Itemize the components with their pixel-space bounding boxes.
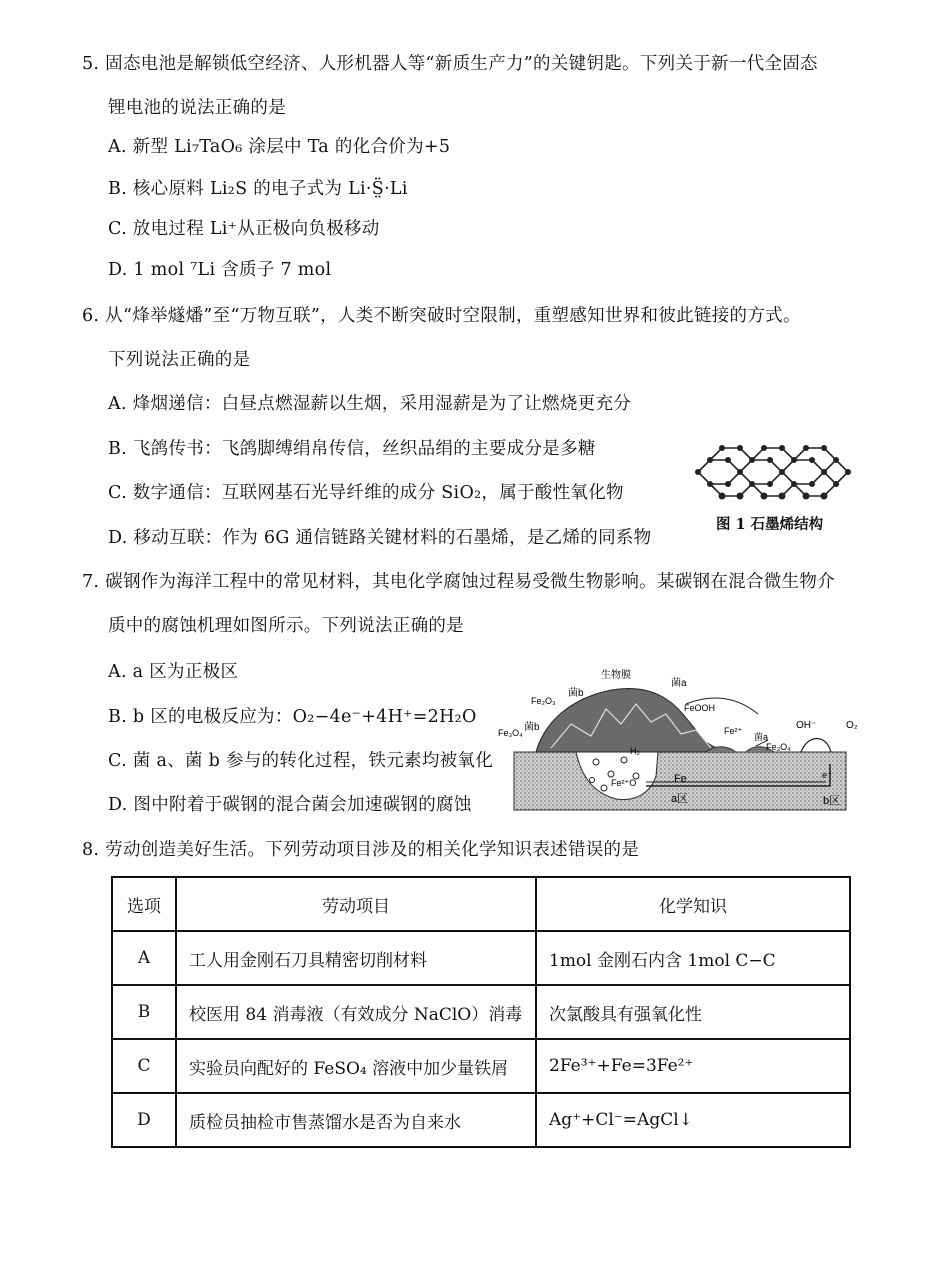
label-bacteria-b-left: 菌b (524, 722, 540, 733)
q6-option-c: C. 数字通信：互联网基石光导纤维的成分 SiO₂，属于酸性氧化物 (108, 483, 624, 503)
q5-option-a: A. 新型 Li₇TaO₆ 涂层中 Ta 的化合价为+5 (108, 137, 451, 157)
figure-1-caption: 图 1 石墨烯结构 (716, 516, 824, 533)
row-key: D (112, 1093, 176, 1147)
q6-option-b: B. 飞鸽传书：飞鸽脚缚绢帛传信，丝织品绢的主要成分是多糖 (108, 439, 596, 459)
row-project: 实验员向配好的 FeSO₄ 溶液中加少量铁屑 (176, 1039, 536, 1093)
q6-stem-line1: 6. 从“烽举燧燔”至“万物互联”，人类不断突破时空限制，重塑感知世界和彼此链接的方式。 (82, 306, 801, 326)
graphene-structure-figure (688, 432, 858, 512)
label-fe2-o: Fe²⁺O (611, 778, 637, 788)
q8-table (111, 876, 851, 1148)
label-o2: O₂ (846, 720, 858, 731)
label-fe: Fe (674, 773, 687, 785)
q5-option-b: B. 核心原料 Li₂S 的电子式为 Li·S̤̈·Li (108, 179, 408, 199)
row-project: 校医用 84 消毒液（有效成分 NaClO）消毒 (176, 985, 536, 1039)
table-header-row (112, 877, 850, 931)
row-knowledge: 1mol 金刚石内含 1mol C−C (536, 931, 850, 985)
label-h2: H₂ (630, 746, 640, 756)
label-fe2-plus: Fe²⁺ (724, 726, 743, 736)
row-knowledge: 次氯酸具有强氧化性 (536, 985, 850, 1039)
row-knowledge: 2Fe³⁺+Fe=3Fe²⁺ (536, 1039, 850, 1093)
table-row (112, 931, 850, 985)
label-zone-a: a区 (671, 793, 689, 805)
q5-stem-line1: 5. 固态电池是解锁低空经济、人形机器人等“新质生产力”的关键钥匙。下列关于新一代全固态 (82, 54, 818, 74)
q7-option-b: B. b 区的电极反应为：O₂−4e⁻+4H⁺=2H₂O (108, 707, 477, 727)
row-key: C (112, 1039, 176, 1093)
corrosion-mechanism-figure (496, 664, 866, 814)
table-row (112, 985, 850, 1039)
q5-option-d: D. 1 mol ⁷Li 含质子 7 mol (108, 260, 332, 280)
label-fe2o3: Fe₂O₃ (531, 696, 556, 706)
table-row (112, 1093, 850, 1147)
header-project: 劳动项目 (176, 877, 536, 931)
label-bacteria-b-top: 菌b (568, 688, 584, 699)
label-fe3o4-right: Fe₃O₄ (766, 742, 791, 752)
q7-option-c: C. 菌 a、菌 b 参与的转化过程，铁元素均被氧化 (108, 751, 494, 771)
label-biofilm: 生物膜 (601, 670, 631, 681)
label-electron: e⁻ (822, 770, 832, 780)
row-project: 质检员抽检市售蒸馏水是否为自来水 (176, 1093, 536, 1147)
q7-option-d: D. 图中附着于碳钢的混合菌会加速碳钢的腐蚀 (108, 795, 472, 815)
label-bacteria-a-top: 菌a (671, 678, 687, 689)
label-fe3o4-left: Fe₃O₄ (498, 728, 523, 738)
q5-stem-line2: 锂电池的说法正确的是 (108, 98, 286, 118)
label-oh-minus: OH⁻ (796, 720, 817, 731)
q6-option-a: A. 烽烟递信：白昼点燃湿薪以生烟，采用湿薪是为了让燃烧更充分 (108, 394, 632, 414)
q6-stem-line2: 下列说法正确的是 (108, 350, 251, 370)
row-key: A (112, 931, 176, 985)
q7-stem-line2: 质中的腐蚀机理如图所示。下列说法正确的是 (108, 616, 464, 636)
table-row (112, 1039, 850, 1093)
q8-stem-line1: 8. 劳动创造美好生活。下列劳动项目涉及的相关化学知识表述错误的是 (82, 840, 640, 860)
q7-stem-line1: 7. 碳钢作为海洋工程中的常见材料，其电化学腐蚀过程易受微生物影响。某碳钢在混合微生物介 (82, 572, 835, 592)
label-feooh: FeOOH (684, 703, 716, 713)
q6-option-d: D. 移动互联：作为 6G 通信链路关键材料的石墨烯，是乙烯的同系物 (108, 528, 652, 548)
header-option: 选项 (112, 877, 176, 931)
q7-option-a: A. a 区为正极区 (108, 662, 239, 682)
row-project: 工人用金刚石刀具精密切削材料 (176, 931, 536, 985)
row-key: B (112, 985, 176, 1039)
row-knowledge: Ag⁺+Cl⁻=AgCl↓ (536, 1093, 850, 1147)
q5-option-c: C. 放电过程 Li⁺从正极向负极移动 (108, 219, 380, 239)
label-zone-b: b区 (823, 795, 841, 807)
label-bacteria-a-right: 菌a (754, 732, 769, 742)
header-knowledge: 化学知识 (536, 877, 850, 931)
